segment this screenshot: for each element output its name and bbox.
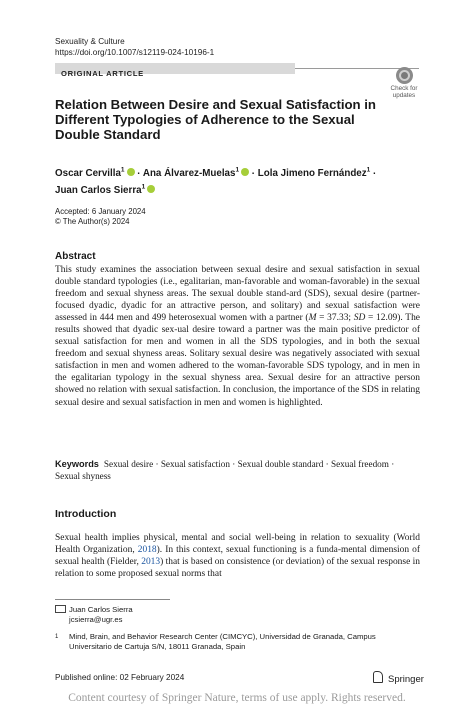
- orcid-icon[interactable]: [127, 168, 135, 176]
- corresponding-email[interactable]: jcsierra@ugr.es: [69, 615, 123, 624]
- footnote-rule: [55, 599, 170, 600]
- publisher-logo: Springer: [373, 671, 424, 685]
- abstract-heading: Abstract: [55, 251, 96, 262]
- affiliation-text: Mind, Brain, and Behavior Research Center (CIMCYC), Universidad de Granada, Campus Universitario de Cartuja S/N, 18011 Granada, Spain: [69, 632, 376, 651]
- check-updates-icon: [396, 67, 413, 84]
- corresponding-author: [55, 605, 133, 624]
- keywords-label: Keywords: [55, 459, 99, 469]
- doi-link[interactable]: https://doi.org/10.1007/s12119-024-10196-1: [55, 48, 215, 57]
- abstract-text: This study examines the association between sexual desire and sexual satisfaction in sexual double standard typologies (i.e., egalitarian, man-favorable and woman-favorable) in the sexual freedom and sexual shyness areas. The sexual double stand-ard (SDS), sexual desire (partner-focused dyadic, dyadic for an attractive person, and solitary) and sexual satisfaction were assessed in 444 men and 499 heterosexual women with a partner (M = 37.33; SD = 12.09). The results showed that dyadic sex-ual desire toward a partner was the main positive predictor of sexual satisfaction for men and women in all the SDS typologies, and in both the sexual freedom and sexual shyness areas. Solitary sexual desire was negatively associated with sexual satisfaction in men and women adhered to the woman-favorable SDS typology, and in men in the egalitarian typology in the sexual shyness area. Sexual desire for an attractive person showed no relation with sexual satisfaction. In conclusion, the importance of the SDS in relating sexual desire and sexual satisfaction in men and women is highlighted.: [55, 265, 420, 408]
- check-for-updates-badge[interactable]: [388, 66, 420, 101]
- orcid-icon[interactable]: [147, 185, 155, 193]
- check-updates-line2: updates: [392, 92, 416, 99]
- orcid-icon[interactable]: [241, 168, 249, 176]
- citation-link[interactable]: 2013: [141, 557, 161, 568]
- journal-header: [55, 36, 214, 58]
- introduction-heading: Introduction: [55, 508, 117, 520]
- accepted-date: Accepted: 6 January 2024: [55, 207, 146, 216]
- author[interactable]: Lola Jimeno Fernández$^1$: [257, 167, 371, 180]
- corresponding-name: Juan Carlos Sierra: [69, 605, 133, 614]
- keywords-list: Sexual desire · Sexual satisfaction · Sexual double standard · Sexual freedom · Sexual shyness: [55, 459, 395, 482]
- check-updates-line1: Check for: [390, 85, 418, 92]
- article-dates: [55, 207, 146, 227]
- author[interactable]: Ana Álvarez-Muelas$^1$: [143, 168, 249, 179]
- copyright: © The Author(s) 2024: [55, 217, 130, 226]
- introduction-text: Sexual health implies physical, mental and social well-being in relation to sexuality (World Health Organization, 2018). In this context, sexual functioning is a funda-mental dimension of sexual health (Fielder, 2013) that is based on consistence (or deviation) of the sexual response in relation to some proposed sexual norms that: [55, 533, 420, 580]
- author-list: Oscar Cervilla$^1$ · Ana Álvarez-Muelas$^1$ · Lola Jimeno Fernández$^1$ · Juan Carlos Sierra$^1$: [55, 167, 377, 197]
- springer-horse-icon: [373, 671, 383, 683]
- article-title: Relation Between Desire and Sexual Satisfaction in Different Typologies of Adherence to the Sexual Double Standard: [55, 97, 376, 142]
- courtesy-notice: Content courtesy of Springer Nature, terms of use apply. Rights reserved.: [68, 692, 406, 704]
- article-type-label: ORIGINAL ARTICLE: [61, 69, 144, 78]
- journal-name: Sexuality & Culture: [55, 37, 125, 46]
- keywords: [55, 458, 420, 482]
- author[interactable]: Oscar Cervilla$^1$: [55, 168, 135, 179]
- mail-icon: [55, 605, 66, 613]
- published-date: Published online: 02 February 2024: [55, 673, 185, 682]
- affiliation-number: 1: [55, 634, 59, 640]
- article-type-banner: [55, 63, 295, 78]
- author[interactable]: Juan Carlos Sierra$^1$: [55, 185, 155, 196]
- citation-link[interactable]: 2018: [137, 545, 157, 556]
